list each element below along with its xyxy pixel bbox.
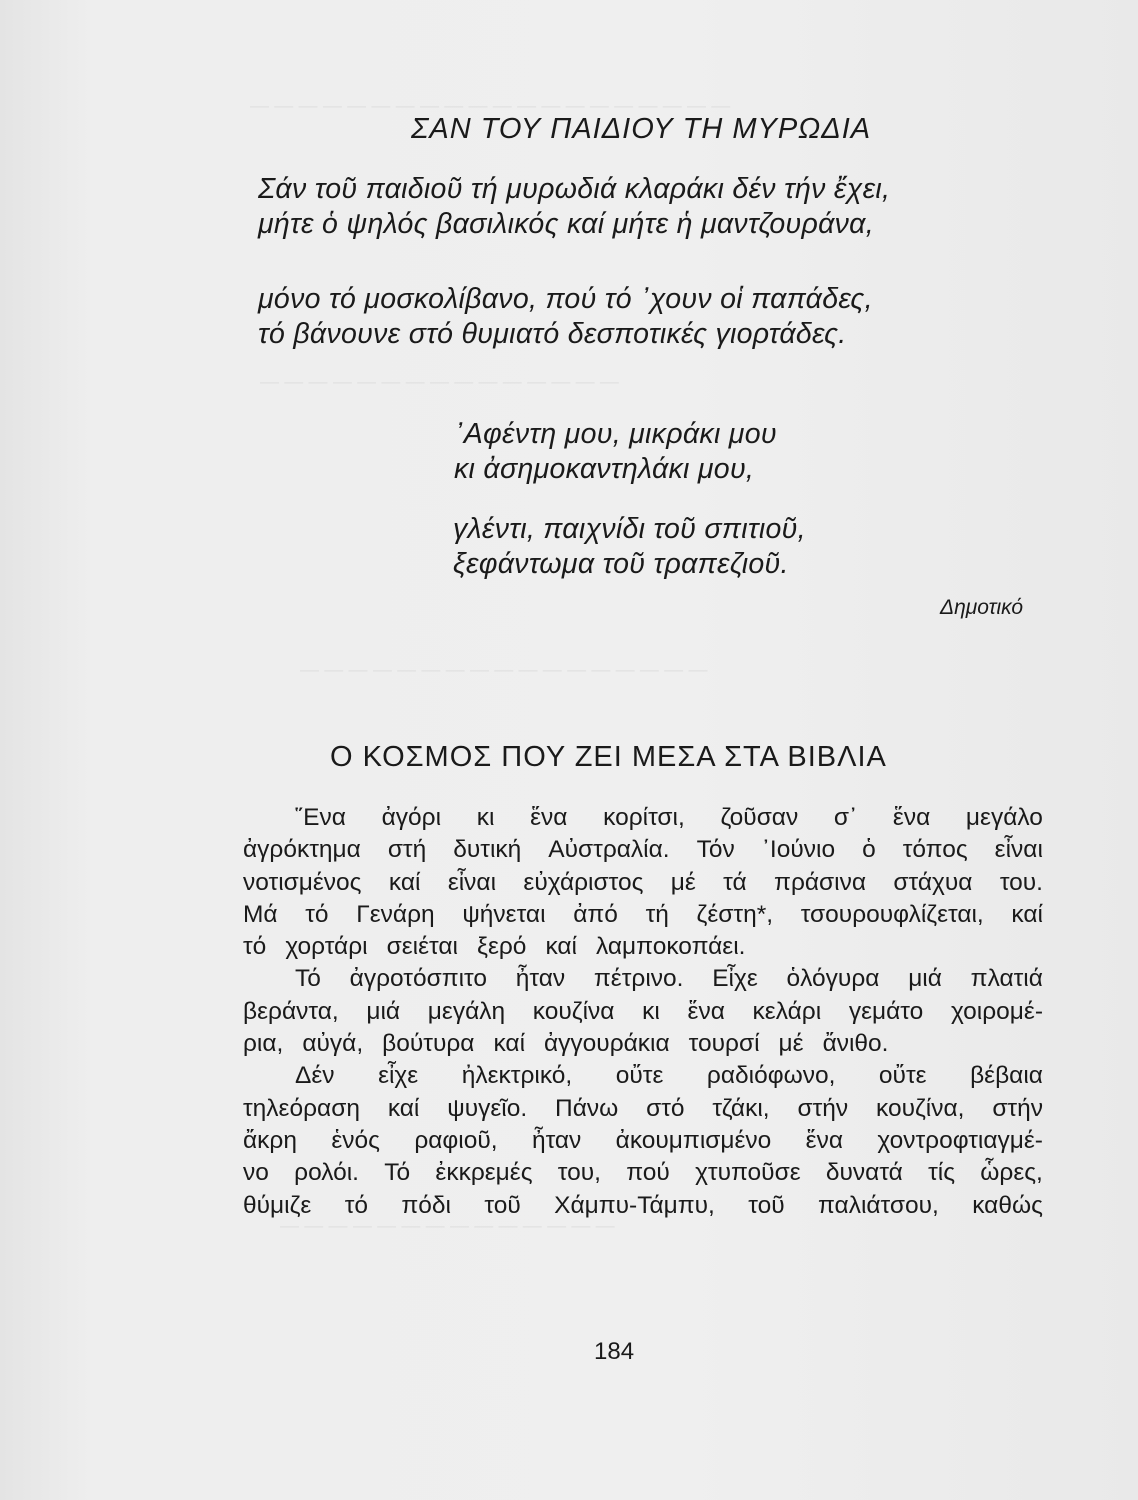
prose-word: θύμιζε [243, 1191, 312, 1219]
prose-word: οὔτε [878, 1062, 927, 1090]
poem-stanza-2 [258, 282, 873, 352]
poem-line: ξεφάντωμα τοῦ τραπεζιοῦ. [453, 548, 789, 580]
prose-word: ζέστη*, [696, 900, 774, 928]
bleed-through: — — — — — — — — — — — — — — [280, 1216, 615, 1237]
poem-line: μόνο τό μοσκολίβανο, πού τό ᾽χουν οἱ παπάδες, [258, 283, 873, 315]
prose-word: εὐχάριστος [523, 868, 644, 896]
prose-word: ξερό [476, 933, 527, 961]
poem-line: Σάν τοῦ παιδιοῦ τή μυρωδιά κλαράκι δέν τήν ἔχει, [258, 173, 891, 205]
prose-line [243, 1093, 1043, 1125]
prose-word: ἀγρόκτημα [243, 836, 361, 864]
prose-word: ὁ [862, 836, 876, 864]
prose-word: χτυποῦσε [695, 1159, 801, 1187]
prose-word: τίς [928, 1159, 956, 1187]
prose-word: ἠλεκτρικό, [461, 1062, 573, 1090]
prose-word: εἶναι [994, 836, 1043, 864]
prose-word: νο [243, 1159, 269, 1187]
prose-word: ἕνα [805, 1126, 844, 1154]
prose-body [243, 802, 1043, 1222]
prose-line [243, 1190, 1043, 1222]
bleed-through: — — — — — — — — — — — — — — — — — [300, 660, 708, 681]
prose-word: τσουρουφλίζεται, [800, 900, 984, 928]
prose-word: Τόν [696, 836, 735, 864]
prose-word: ἕνα [892, 804, 931, 831]
prose-word: μέ [670, 868, 696, 896]
prose-word: ἦταν [515, 965, 566, 993]
prose-word: μιά [366, 997, 401, 1025]
prose-word: κι [476, 804, 495, 831]
poem-line: γλέντι, παιχνίδι τοῦ σπιτιοῦ, [453, 513, 806, 545]
poem-line: κι ἀσημοκαντηλάκι μου, [454, 453, 755, 485]
prose-word: ψυγεῖο. [447, 1094, 528, 1122]
prose-word: ἦταν [531, 1126, 582, 1154]
prose-word: τηλεόραση [243, 1094, 360, 1122]
page-number: 184 [594, 1338, 635, 1365]
poem-attribution: Δημοτικό [940, 596, 1024, 619]
prose-word: κι [642, 997, 660, 1025]
prose-word: ρια, [243, 1030, 284, 1058]
prose-word: στήν [992, 1094, 1043, 1122]
poem-line: τό βάνουνε στό θυμιατό δεσποτικές γιορτάδες. [258, 318, 847, 350]
prose-word: ἀγόρι [381, 804, 442, 831]
prose-word: του, [557, 1159, 601, 1187]
prose-word: του. [999, 868, 1043, 896]
prose-line [243, 899, 1043, 931]
prose-word: κελάρι [752, 997, 822, 1025]
poem-stanza-4 [453, 512, 806, 582]
prose-word: βούτυρα [382, 1030, 475, 1058]
prose-word: Πάνω [555, 1094, 619, 1122]
prose-word: αὐγά, [302, 1030, 364, 1058]
prose-word: παλιάτσου, [817, 1191, 939, 1219]
prose-word: σειέται [386, 933, 458, 961]
prose-word: καί [493, 1030, 526, 1058]
prose-word: πόδι [401, 1191, 451, 1219]
prose-word: στό [646, 1094, 685, 1122]
prose-word: πλατιά [970, 965, 1043, 993]
prose-word: μεγάλο [965, 804, 1043, 831]
prose-word: καί [1011, 900, 1043, 928]
prose-word: στήν [797, 1094, 849, 1122]
prose-word: τουρσί [688, 1030, 760, 1058]
prose-word: Αὐστραλία. [548, 836, 670, 864]
prose-word: τή [645, 900, 669, 928]
prose-word: ἀγγουράκια [544, 1030, 670, 1058]
prose-word: ἀγροτόσπιτο [349, 965, 488, 993]
prose-word: ἀκουμπισμένο [615, 1126, 772, 1154]
prose-word: εἶχε [378, 1062, 419, 1090]
prose-word: κορίτσι, [603, 804, 685, 831]
prose-word: καί [387, 1094, 420, 1122]
prose-word: ᾽Ιούνιο [761, 836, 836, 864]
prose-word: ζοῦσαν [720, 804, 799, 831]
prose-word: μέ [778, 1030, 804, 1058]
prose-word: σ᾽ [833, 804, 858, 831]
prose-word: χοντροφτιαγμέ- [877, 1126, 1043, 1154]
prose-word: τό [305, 900, 329, 928]
prose-word: ὧρες, [980, 1159, 1043, 1187]
prose-word: τό [243, 933, 267, 961]
prose-word: ραδιόφωνο, [706, 1062, 836, 1090]
poem-title: ΣΑΝ ΤΟΥ ΠΑΙΔΙΟΥ ΤΗ ΜΥΡΩΔΙΑ [411, 113, 872, 145]
prose-word: πράσινα [774, 868, 867, 896]
prose-word: ἄνιθο. [822, 1030, 889, 1058]
prose-word: ἕνα [687, 997, 725, 1025]
prose-word: μιά [908, 965, 942, 993]
prose-word: δυτική [453, 836, 522, 864]
prose-word: τόπος [902, 836, 968, 864]
prose-line [243, 963, 1043, 995]
prose-word: χορτάρι [285, 933, 368, 961]
prose-line [243, 1125, 1043, 1157]
prose-word: Γενάρη [356, 900, 435, 928]
poem-line: μήτε ὁ ψηλός βασιλικός καί μήτε ἡ μαντζουράνα, [258, 208, 874, 240]
prose-word: Τό [295, 965, 321, 993]
prose-word: πού [626, 1159, 670, 1187]
prose-word: ἑνός [331, 1126, 380, 1154]
prose-word: Τό [384, 1159, 411, 1187]
prose-word: γεμάτο [848, 997, 924, 1025]
prose-line [243, 996, 1043, 1028]
prose-word: χοιρομέ- [950, 997, 1043, 1025]
prose-word: ὁλόγυρα [786, 965, 880, 993]
prose-word: κουζίνα [532, 997, 615, 1025]
prose-word: τό [344, 1191, 368, 1219]
prose-word: δυνατά [825, 1159, 903, 1187]
prose-word: ἀπό [573, 900, 618, 928]
prose-word: τά [723, 868, 747, 896]
prose-word: βεράντα, [243, 997, 339, 1025]
poem-stanza-1 [258, 172, 890, 242]
poem-stanza-3 [454, 417, 777, 487]
prose-word: τοῦ [484, 1191, 521, 1219]
prose-word: ἕνα [530, 804, 568, 831]
prose-word: στάχυα [893, 868, 973, 896]
poem-line: ᾽Αφέντη μου, μικράκι μου [454, 418, 777, 450]
prose-word: κουζίνα, [876, 1094, 965, 1122]
prose-word: ἐκκρεμές [435, 1159, 533, 1187]
prose-line [243, 1157, 1043, 1189]
prose-word: Εἶχε [712, 965, 758, 993]
prose-line [243, 802, 1043, 834]
prose-line [243, 931, 1043, 963]
prose-word: ρολόι. [294, 1159, 359, 1187]
prose-word: εἶναι [447, 868, 497, 896]
prose-word: Μά [243, 900, 278, 928]
prose-word: Δέν [295, 1062, 335, 1090]
prose-word: πέτρινο. [593, 965, 684, 993]
prose-word: λαμποκοπάει. [596, 933, 746, 961]
prose-word: καί [545, 933, 577, 961]
prose-word: τοῦ [748, 1191, 785, 1219]
prose-word: βέβαια [970, 1062, 1043, 1090]
bleed-through: — — — — — — — — — — — — — — — — — — — — [250, 96, 731, 117]
bleed-through: — — — — — — — — — — — — — — — [260, 372, 619, 393]
prose-word: ῞Ενα [295, 804, 346, 831]
prose-line [243, 834, 1043, 866]
prose-line [243, 867, 1043, 899]
prose-word: Χάμπυ-Τάμπυ, [554, 1191, 715, 1219]
section-title: Ο ΚΟΣΜΟΣ ΠΟΥ ΖΕΙ ΜΕΣΑ ΣΤΑ ΒΙΒΛΙΑ [330, 741, 887, 773]
prose-word: νοτισμένος [243, 868, 362, 896]
prose-line [243, 1028, 1043, 1060]
prose-word: καί [388, 868, 421, 896]
prose-word: ψήνεται [462, 900, 546, 928]
prose-word: ἄκρη [243, 1126, 297, 1154]
prose-word: τζάκι, [712, 1094, 770, 1122]
prose-word: ραφιοῦ, [414, 1126, 498, 1154]
prose-line [243, 1060, 1043, 1092]
prose-word: μεγάλη [427, 997, 506, 1025]
prose-word: οὔτε [615, 1062, 664, 1090]
prose-word: στή [387, 836, 427, 864]
prose-word: καθώς [972, 1191, 1043, 1219]
